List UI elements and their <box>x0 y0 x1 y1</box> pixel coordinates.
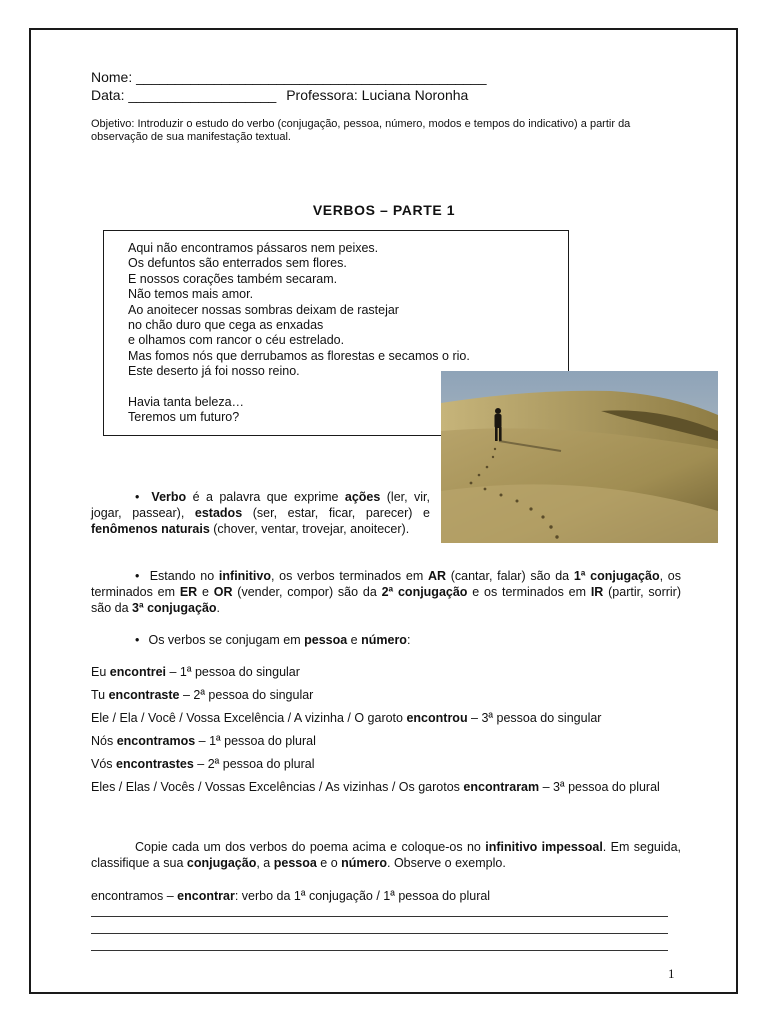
poem-line: e olhamos com rancor o céu estrelado. <box>128 333 345 348</box>
poem-line: no chão duro que cega as enxadas <box>128 318 324 333</box>
date-label: Data: <box>91 87 125 103</box>
conjugation-row: Eu encontrei – 1ª pessoa do singular <box>91 665 300 679</box>
conjugation-row: Eles / Elas / Vocês / Vossas Excelências / As vizinhas / Os garotos encontraram – 3ª pessoa do plural <box>91 780 660 794</box>
conjugation-row: Vós encontrastes – 2ª pessoa do plural <box>91 757 315 771</box>
poem-line: Havia tanta beleza… <box>128 394 245 409</box>
answer-line[interactable] <box>91 950 668 951</box>
bullet-verbo-definition: • Verbo é a palavra que exprime ações (ler, vir, jogar, passear), estados (ser, estar, ficar, parecer) e fenômenos naturais (chover, ventar, trovejar, anoitecer). <box>91 490 430 536</box>
date-blank: ___________________ <box>128 87 277 103</box>
page-number: 1 <box>668 966 675 981</box>
conjugation-row: Tu encontraste – 2ª pessoa do singular <box>91 688 314 702</box>
date-line[interactable] <box>91 87 468 103</box>
teacher-name: Professora: Luciana Noronha <box>286 87 469 103</box>
bullet-conjugations: • Estando no infinitivo, os verbos terminados em AR (cantar, falar) são da 1ª conjugação, os terminados em ER e OR (vender, compor) são da 2ª conjugação e os terminados em IR (partir, sorrir) são da 3ª conjugação. <box>91 569 681 615</box>
poem-line: Mas fomos nós que derrubamos as florestas e secamos o rio. <box>128 348 470 363</box>
exercise-instructions: Copie cada um dos verbos do poema acima e coloque-os no infinitivo impessoal. Em seguida, classifique a sua conjugação, a pessoa e o número. Observe o exemplo. <box>91 840 681 870</box>
example-line: encontramos – encontrar: verbo da 1ª conjugação / 1ª pessoa do plural <box>91 889 491 903</box>
conjugation-row: Nós encontramos – 1ª pessoa do plural <box>91 734 316 748</box>
poem-line: Aqui não encontramos pássaros nem peixes. <box>128 241 379 255</box>
objective: Objetivo: Introduzir o estudo do verbo (conjugação, pessoa, número, modos e tempos do indicativo) a partir da observação de sua manifestação textual. <box>91 118 631 143</box>
desert-photo <box>441 371 718 543</box>
poem-line: Os defuntos são enterrados sem flores. <box>128 256 347 271</box>
conjugation-row: Ele / Ela / Você / Vossa Excelência / A vizinha / O garoto encontrou – 3ª pessoa do singular <box>91 711 602 725</box>
bullet-pessoa-numero: • Os verbos se conjugam em pessoa e número: <box>135 633 411 647</box>
poem-line: E nossos corações também secaram. <box>128 271 338 286</box>
answer-line[interactable] <box>91 933 668 934</box>
poem-line: Ao anoitecer nossas sombras deixam de rastejar <box>128 302 399 317</box>
name-label: Nome: <box>91 69 133 85</box>
poem <box>128 241 470 425</box>
poem-line: Não temos mais amor. <box>128 287 254 302</box>
name-blank: _____________________________________________ <box>136 69 487 85</box>
page-title: VERBOS – PARTE 1 <box>312 202 456 218</box>
answer-line[interactable] <box>91 916 668 917</box>
poem-line: Teremos um futuro? <box>128 410 240 425</box>
name-line[interactable] <box>91 69 487 85</box>
poem-line: Este deserto já foi nosso reino. <box>128 364 300 379</box>
